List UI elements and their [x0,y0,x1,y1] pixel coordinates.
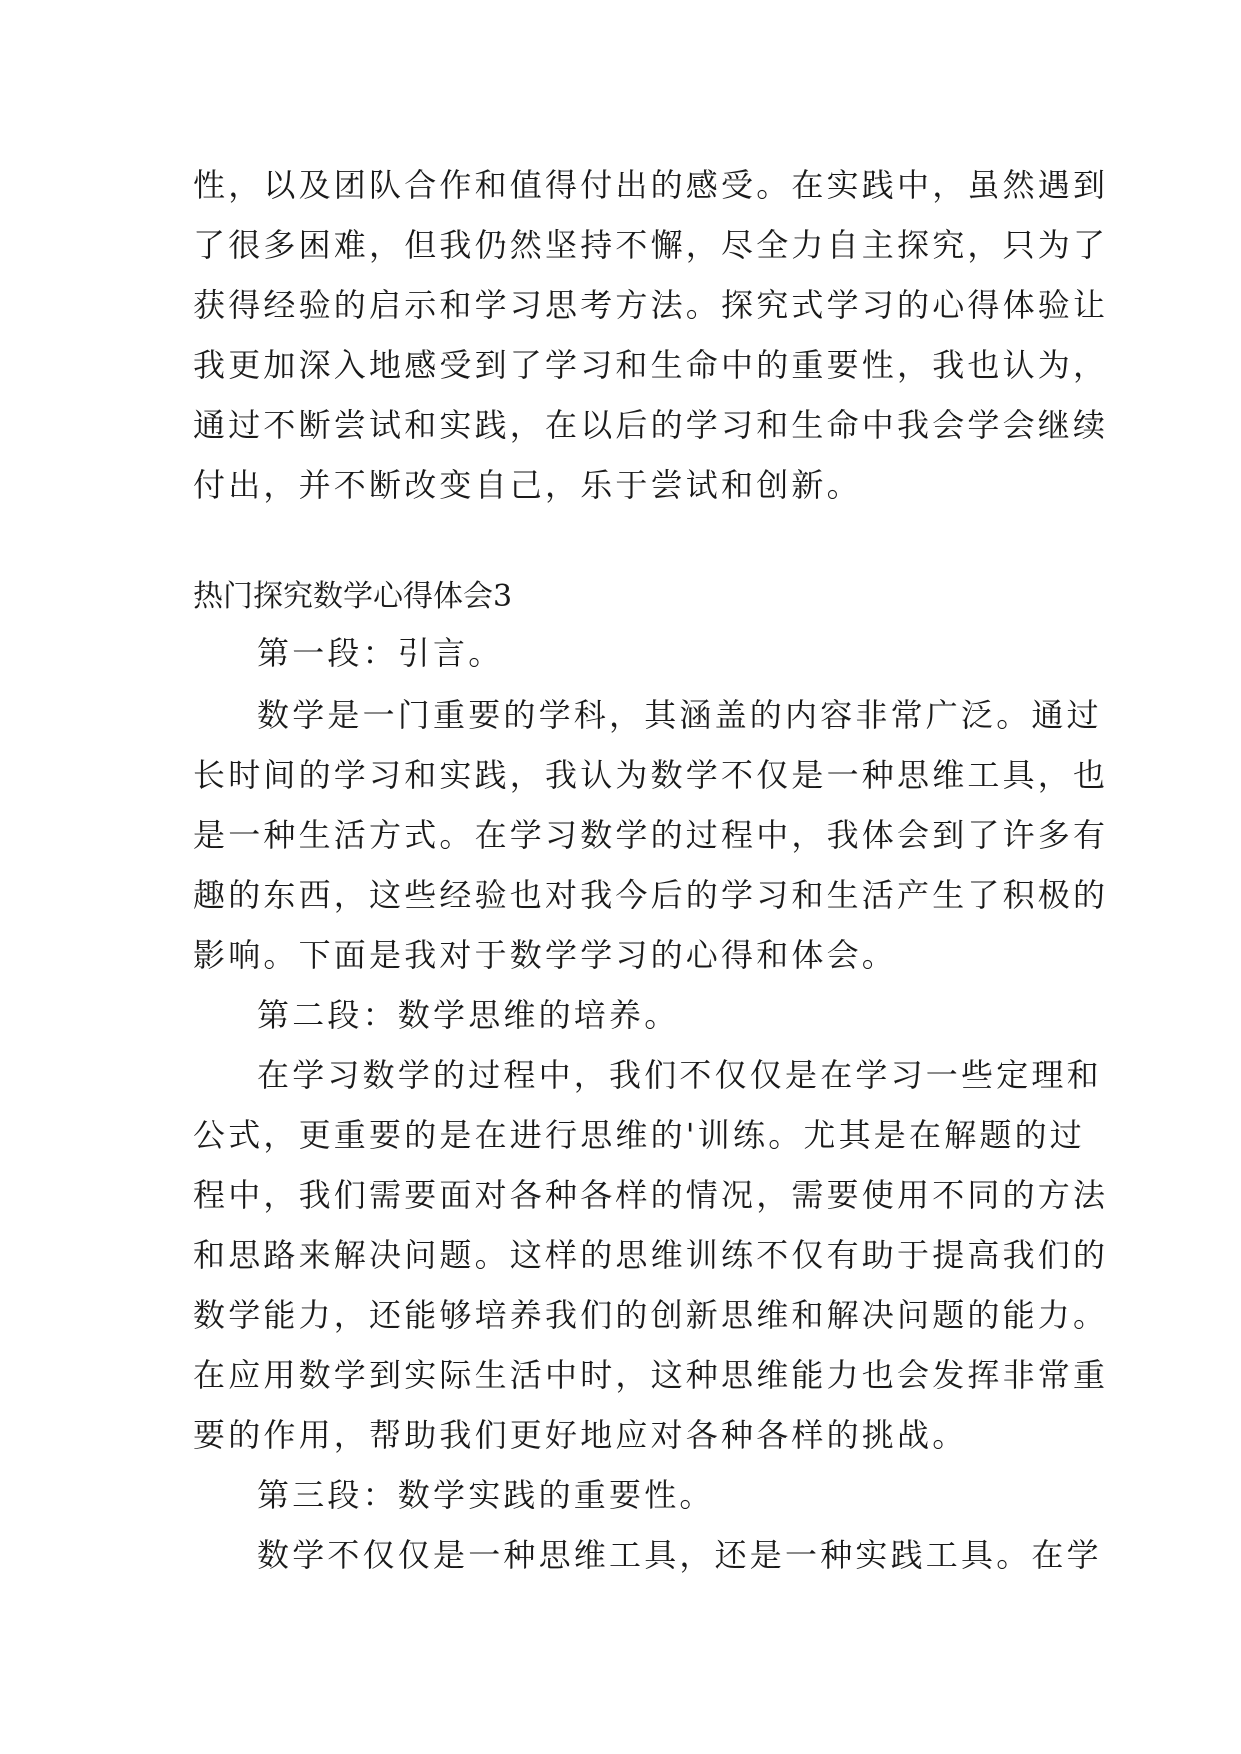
text-line: 影响。下面是我对于数学学习的心得和体会。 [193,936,898,974]
text-line: 在应用数学到实际生活中时，这种思维能力也会发挥非常重 [193,1356,1109,1394]
paragraph-heading: 第三段：数学实践的重要性。 [257,1476,715,1514]
text-line: 数学不仅仅是一种思维工具，还是一种实践工具。在学 [257,1536,1102,1574]
text-line: 通过不断尝试和实践，在以后的学习和生命中我会学会继续 [193,406,1109,444]
text-line: 我更加深入地感受到了学习和生命中的重要性，我也认为， [193,346,1109,384]
text-line: 数学是一门重要的学科，其涵盖的内容非常广泛。通过 [257,696,1102,734]
text-line: 长时间的学习和实践，我认为数学不仅是一种思维工具，也 [193,756,1109,794]
section-title: 热门探究数学心得体会3 [193,579,513,614]
text-line: 公式，更重要的是在进行思维的'训练。尤其是在解题的过 [193,1116,1085,1154]
text-line: 性，以及团队合作和值得付出的感受。在实践中，虽然遇到 [193,166,1109,204]
text-line: 付出，并不断改变自己，乐于尝试和创新。 [193,466,862,504]
text-line: 是一种生活方式。在学习数学的过程中，我体会到了许多有 [193,816,1109,854]
text-line: 获得经验的启示和学习思考方法。探究式学习的心得体验让 [193,286,1109,324]
paragraph-heading: 第二段：数学思维的培养。 [257,996,680,1034]
paragraph-heading: 第一段：引言。 [257,634,504,672]
text-line: 和思路来解决问题。这样的思维训练不仅有助于提高我们的 [193,1236,1109,1274]
text-line: 程中，我们需要面对各种各样的情况，需要使用不同的方法 [193,1176,1109,1214]
text-line: 了很多困难，但我仍然坚持不懈，尽全力自主探究，只为了 [193,226,1109,264]
text-line: 在学习数学的过程中，我们不仅仅是在学习一些定理和 [257,1056,1102,1094]
text-line: 数学能力，还能够培养我们的创新思维和解决问题的能力。 [193,1296,1109,1334]
text-line: 趣的东西，这些经验也对我今后的学习和生活产生了积极的 [193,876,1109,914]
text-line: 要的作用，帮助我们更好地应对各种各样的挑战。 [193,1416,968,1454]
